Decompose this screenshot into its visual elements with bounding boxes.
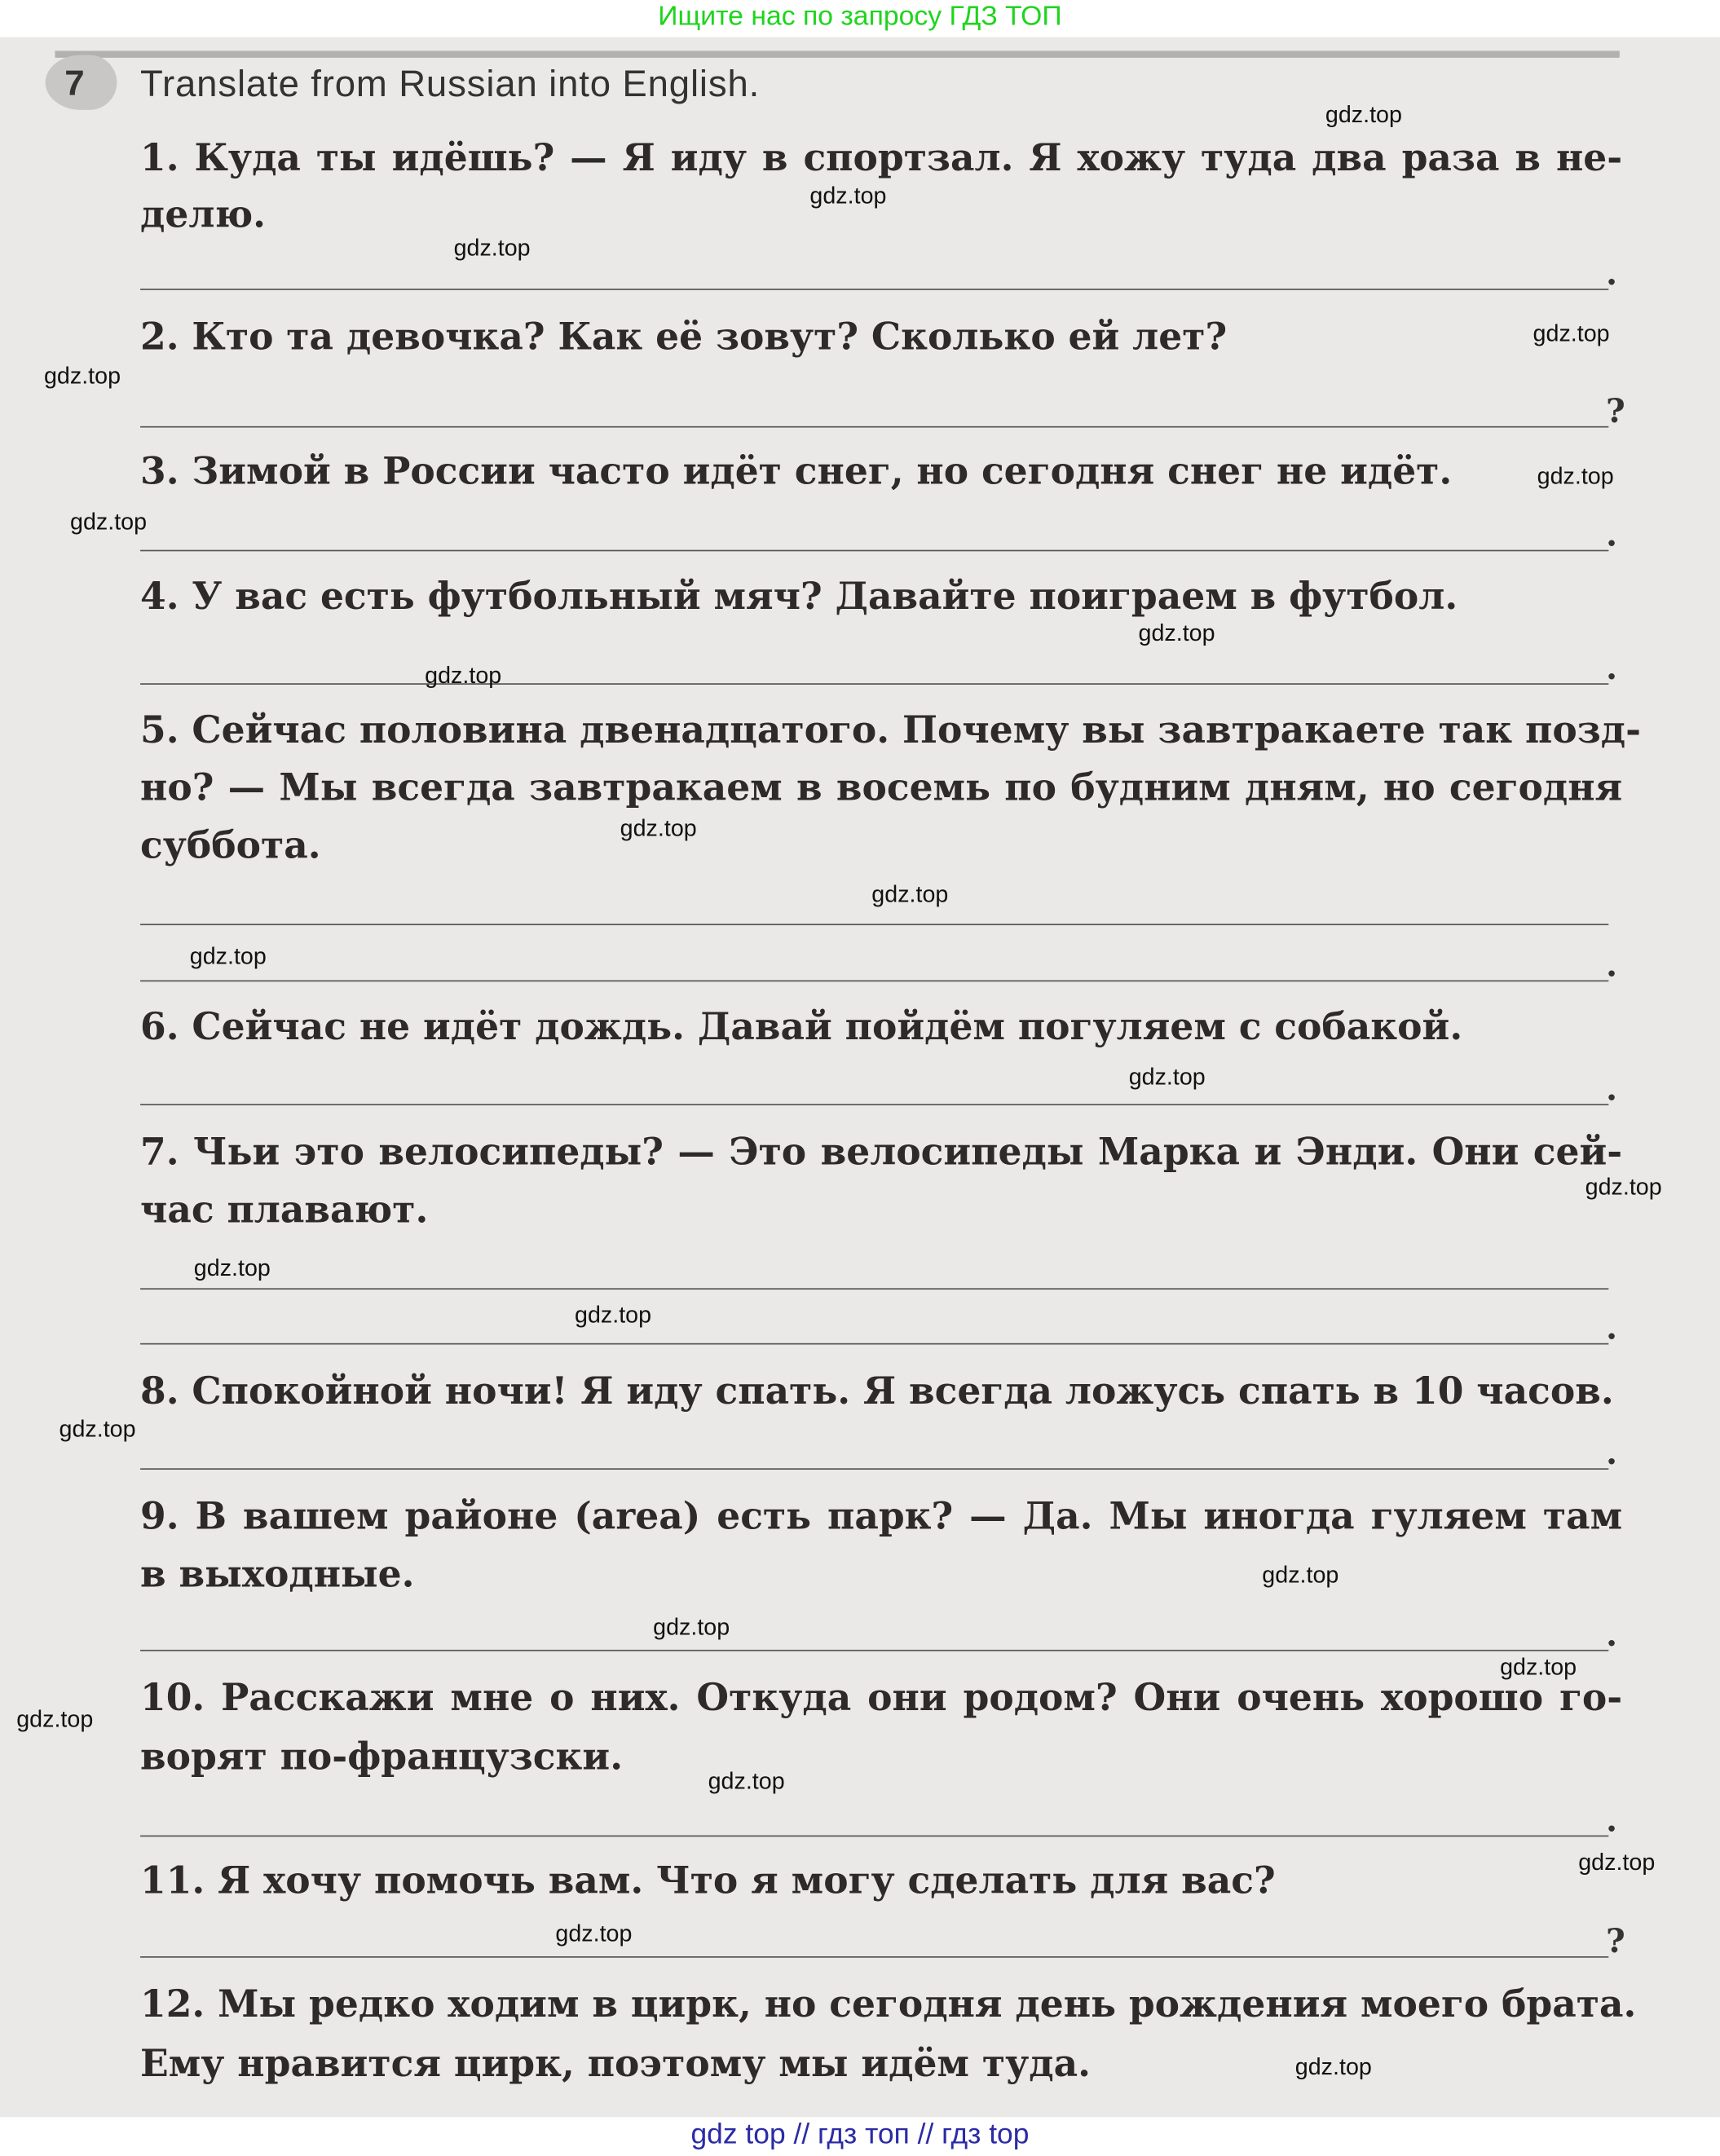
answer-end-punctuation: . xyxy=(1605,514,1618,554)
search-banner xyxy=(0,0,1720,37)
answer-end-punctuation: . xyxy=(1605,944,1618,985)
answer-end-punctuation: . xyxy=(1605,1068,1618,1109)
watermark-text: gdz.top xyxy=(16,1706,94,1733)
item-1-text-line: 1. Куда ты идёшь? — Я иду в спортзал. Я хожу туда два раза в не- xyxy=(140,137,1623,180)
item-6-text-line: 6. Сейчас не идёт дождь. Давай пойдём погуляем с собакой. xyxy=(140,1006,1463,1049)
item-5-text-line: суббота. xyxy=(140,824,321,868)
watermark-text: gdz.top xyxy=(189,943,267,970)
watermark-text: gdz.top xyxy=(193,1254,271,1281)
watermark-text: gdz.top xyxy=(453,235,531,262)
item-11-text-line: 11. Я хочу помочь вам. Что я могу сделать для вас? xyxy=(140,1859,1276,1903)
watermark-text: gdz.top xyxy=(1533,320,1610,347)
item-4-text-line: 4. У вас есть футбольный мяч? Давайте поиграем в футбол. xyxy=(140,575,1458,619)
answer-end-punctuation: ? xyxy=(1605,390,1625,430)
watermark-text: gdz.top xyxy=(1294,2053,1372,2080)
top-rule xyxy=(55,51,1619,57)
watermark-text: gdz.top xyxy=(70,509,148,536)
item-7-answer-line[interactable] xyxy=(140,1343,1608,1345)
watermark-text: gdz.top xyxy=(708,1767,785,1795)
item-9-text-line: в выходные. xyxy=(140,1553,415,1597)
exercise-instruction: Translate from Russian into English. xyxy=(140,63,761,105)
watermark-text: gdz.top xyxy=(1578,1849,1656,1876)
item-11-answer-line[interactable] xyxy=(140,1956,1608,1958)
item-8-text-line: 8. Спокойной ночи! Я иду спать. Я всегда ложусь спать в 10 часов. xyxy=(140,1370,1614,1413)
item-9-answer-line[interactable] xyxy=(140,1650,1608,1651)
item-4-answer-line[interactable] xyxy=(140,683,1608,685)
item-10-text-line: 10. Расскажи мне о них. Откуда они родом? Они очень хорошо го- xyxy=(140,1677,1623,1720)
banner-text: Ищите нас по запросу ГДЗ ТОП xyxy=(658,1,1062,32)
item-7-answer-line[interactable] xyxy=(140,1288,1608,1290)
answer-end-punctuation: . xyxy=(1605,253,1618,293)
watermark-text: gdz.top xyxy=(59,1416,136,1443)
watermark-text: gdz.top xyxy=(425,662,502,689)
watermark-text: gdz.top xyxy=(43,363,121,390)
item-3-text-line: 3. Зимой в России часто идёт снег, но сегодня снег не идёт. xyxy=(140,451,1453,494)
item-2-answer-line[interactable] xyxy=(140,426,1608,428)
exercise-number-badge: 7 xyxy=(46,55,117,109)
answer-end-punctuation: . xyxy=(1605,1614,1618,1654)
footer-banner xyxy=(0,2117,1720,2155)
watermark-text: gdz.top xyxy=(1262,1561,1339,1589)
answer-end-punctuation: . xyxy=(1605,1432,1618,1473)
item-9-text-line: 9. В вашем районе (area) есть парк? — Да. Мы иногда гуляем там xyxy=(140,1496,1623,1539)
item-10-answer-line[interactable] xyxy=(140,1836,1608,1837)
item-5-text-line: но? — Мы всегда завтракаем в восемь по будним дням, но сегодня xyxy=(140,767,1623,810)
watermark-text: gdz.top xyxy=(620,815,697,842)
item-5-answer-line[interactable] xyxy=(140,981,1608,982)
watermark-text: gdz.top xyxy=(574,1302,652,1329)
item-3-answer-line[interactable] xyxy=(140,550,1608,552)
item-8-answer-line[interactable] xyxy=(140,1468,1608,1470)
watermark-text: gdz.top xyxy=(1325,101,1402,128)
item-2-text-line: 2. Кто та девочка? Как её зовут? Сколько ей лет? xyxy=(140,315,1228,359)
watermark-text: gdz.top xyxy=(1138,619,1215,646)
item-5-answer-line[interactable] xyxy=(140,924,1608,925)
watermark-text: gdz.top xyxy=(871,881,949,908)
watermark-text: gdz.top xyxy=(809,183,887,209)
watermark-text: gdz.top xyxy=(555,1920,633,1947)
item-1-text-line: делю. xyxy=(140,193,267,237)
answer-end-punctuation: . xyxy=(1605,1307,1618,1347)
answer-end-punctuation: . xyxy=(1605,1799,1618,1840)
watermark-text: gdz.top xyxy=(1537,463,1614,490)
answer-end-punctuation: . xyxy=(1605,647,1618,688)
item-6-answer-line[interactable] xyxy=(140,1104,1608,1105)
watermark-text: gdz.top xyxy=(1128,1064,1206,1091)
answer-end-punctuation: ? xyxy=(1605,1920,1625,1961)
item-7-text-line: 7. Чьи это велосипеды? — Это велосипеды Марка и Энди. Они сей- xyxy=(140,1131,1623,1175)
watermark-text: gdz.top xyxy=(653,1614,730,1641)
item-12-text-line: 12. Мы редко ходим в цирк, но сегодня день рождения моего брата. xyxy=(140,1983,1637,2027)
watermark-text: gdz.top xyxy=(1500,1653,1577,1681)
item-12-text-line: Ему нравится цирк, поэтому мы идём туда. xyxy=(140,2043,1091,2086)
item-10-text-line: ворят по-французски. xyxy=(140,1736,624,1779)
footer-text: gdz top // гдз топ // гдз top xyxy=(690,2119,1030,2150)
item-5-text-line: 5. Сейчас половина двенадцатого. Почему вы завтракаете так позд- xyxy=(140,709,1642,752)
watermark-text: gdz.top xyxy=(1585,1174,1662,1201)
item-1-answer-line[interactable] xyxy=(140,289,1608,290)
item-7-text-line: час плавают. xyxy=(140,1188,429,1232)
